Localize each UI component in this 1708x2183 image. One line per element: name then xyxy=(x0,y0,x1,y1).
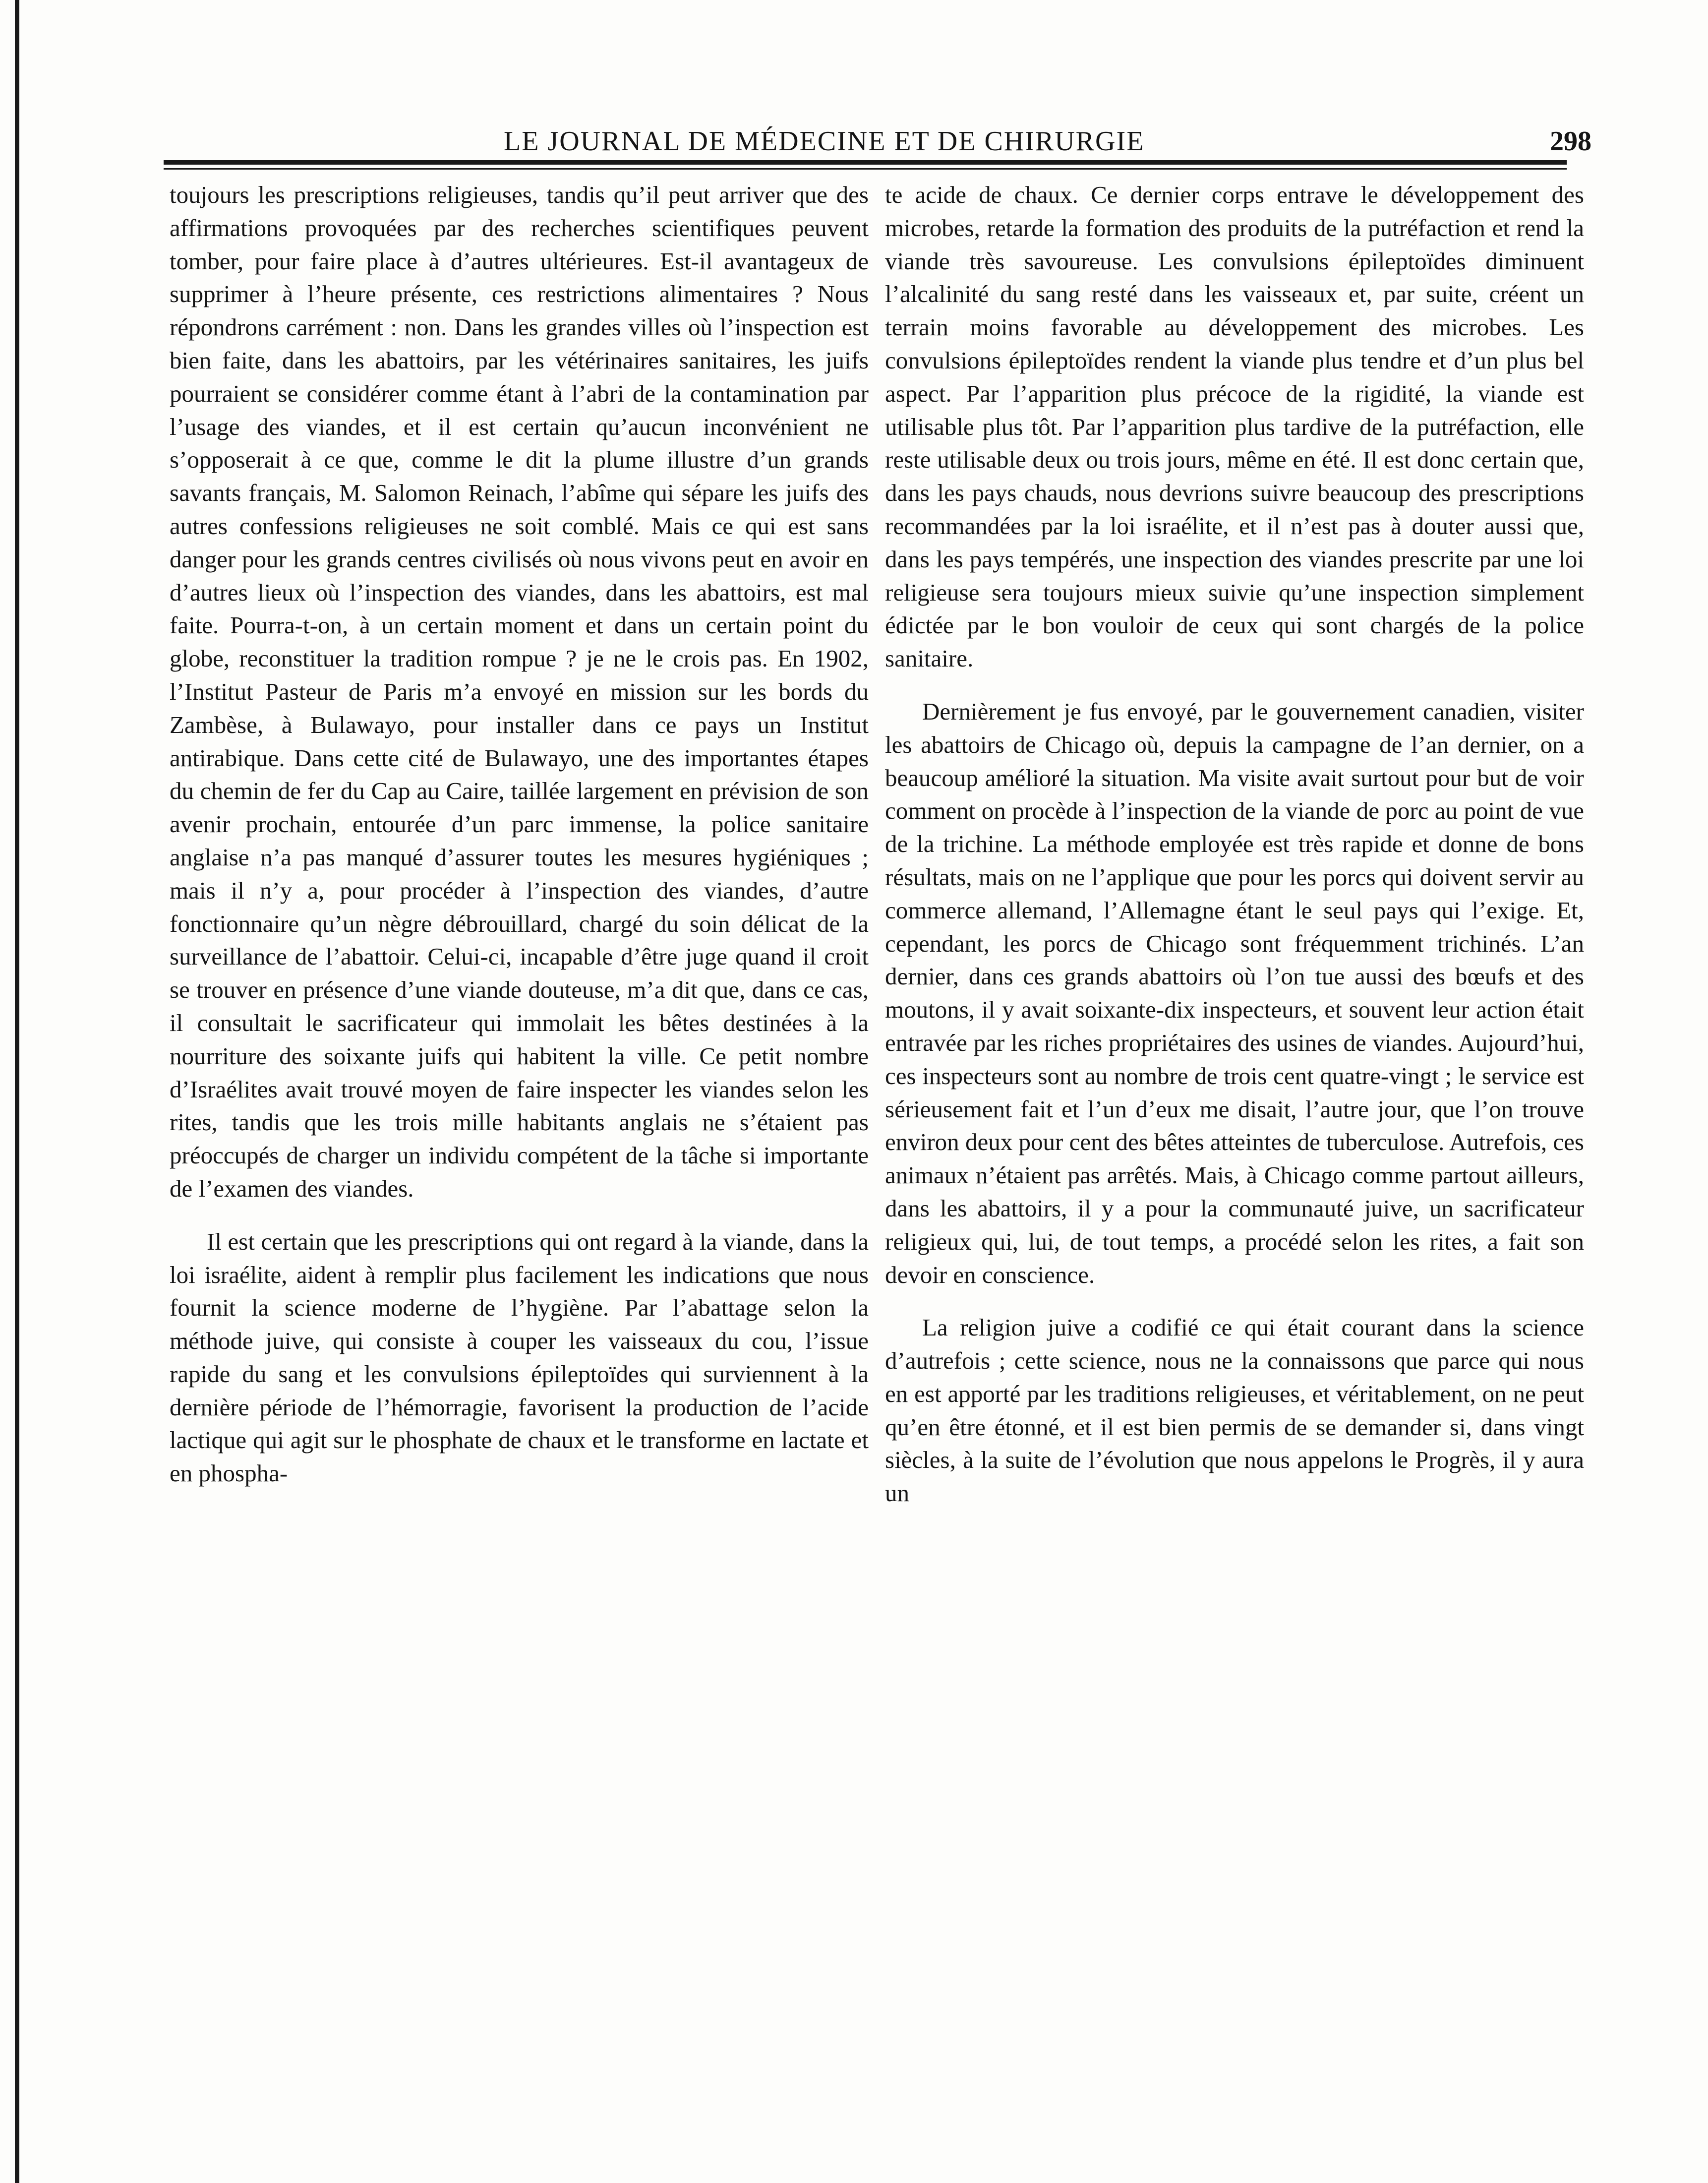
paragraph: toujours les prescriptions religieuses, tandis qu’il peut arriver que des affirmations provoquées par des recherches scientifiques peuvent tomber, pour faire place à d’autres ultérieures. Est-il avantageux de supprimer à l’heure présente, ces restrictions alimentaires ? Nous répondrons carrément : non. Dans les grandes villes où l’inspection est bien faite, dans les abattoirs, par les vétérinaires sanitaires, les juifs pourraient se considérer comme étant à l’abri de la contamination par l’usage des viandes, et il est certain qu’aucun inconvénient ne s’opposerait à ce que, comme le dit la plume illustre d’un grands savants français, M. Salomon Reinach, l’abîme qui sépare les juifs des autres confessions religieuses ne soit comblé. Mais ce qui est sans danger pour les grands centres civilisés où nous vivons peut en avoir en d’autres lieux où l’inspection des viandes, dans les abattoirs, est mal faite. Pourra-t-on, à un certain moment et dans un certain point du globe, reconstituer la tradition rompue ? je ne le crois pas. En 1902, l’Institut Pasteur de Paris m’a envoyé en mission sur les bords du Zambèse, à Bulawayo, pour installer dans ce pays un Institut antirabique. Dans cette cité de Bulawayo, une des importantes étapes du chemin de fer du Cap au Caire, taillée largement en prévision de son avenir prochain, entourée d’un parc immense, la police sanitaire anglaise n’a pas manqué d’assurer toutes les mesures hygiéniques ; mais il n’y a, pour procéder à l’inspection des viandes, d’autre fonctionnaire qu’un nègre débrouillard, chargé du soin délicat de la surveillance de l’abattoir. Celui-ci, incapable d’être juge quand il croit se trouver en présence d’une viande douteuse, m’a dit que, dans ce cas, il consultait le sacrificateur qui immolait les bêtes destinées à la nourriture des soixante juifs qui habitent la ville. Ce petit nombre d’Israélites avait trouvé moyen de faire inspecter les viandes selon les rites, tandis que les trois mille habitants anglais ne s’étaient pas préoccupés de charger un individu compétent de la tâche si importante de l’examen des viandes. xyxy=(170,181,869,1202)
header-rule-secondary xyxy=(164,168,1567,170)
paragraph: Dernièrement je fus envoyé, par le gouvernement canadien, visiter les abattoirs de Chicago où, depuis la campagne de l’an dernier, on a beaucoup amélioré la situation. Ma visite avait surtout pour but de voir comment on procède à l’inspection de la viande de porc au point de vue de la trichine. La méthode employée est très rapide et donne de bons résultats, mais on ne l’applique que pour les porcs qui doivent servir au commerce allemand, l’Allemagne étant le seul pays qui l’exige. Et, cependant, les porcs de Chicago sont fréquemment trichinés. L’an dernier, dans ces grands abattoirs où l’on tue aussi des bœufs et des moutons, il y avait soixante-dix inspecteurs, et souvent leur action était entravée par les riches propriétaires des usines de viandes. Aujourd’hui, ces inspecteurs sont au nombre de trois cent quatre-vingt ; le service est sérieusement fait et l’un d’eux me disait, l’autre jour, que l’on trouve environ deux pour cent des bêtes atteintes de tuberculose. Autrefois, ces animaux n’étaient pas arrêtés. Mais, à Chicago comme partout ailleurs, dans les abattoirs, il y a pour la communauté juive, un sacrificateur religieux qui, lui, de tout temps, a procédé selon les rites, a fait son devoir en conscience. xyxy=(885,697,1584,1288)
left-column xyxy=(170,179,869,1490)
header-rule xyxy=(164,160,1567,165)
right-column xyxy=(885,179,1584,1510)
page-number: 298 xyxy=(1550,126,1591,157)
running-title: LE JOURNAL DE MÉDECINE ET DE CHIRURGIE xyxy=(504,126,1145,157)
paragraph: Il est certain que les prescriptions qui ont regard à la viande, dans la loi israélite, aident à remplir plus facilement les indications que nous fournit la science moderne de l’hygiène. Par l’abattage selon la méthode juive, qui consiste à couper les vaisseaux du cou, l’issue rapide du sang et les convulsions épileptoïdes qui surviennent à la dernière période de l’hémorragie, favorisent la production de l’acide lactique qui agit sur le phosphate de chaux et le transforme en lactate et en phospha- xyxy=(170,1227,869,1487)
paragraph: La religion juive a codifié ce qui était courant dans la science d’autrefois ; cette science, nous ne la connaissons que parce qui nous en est apporté par les traditions religieuses, et véritablement, on ne peut qu’en être étonné, et il est bien permis de se demander si, dans vingt siècles, à la suite de l’évolution que nous appelons le Progrès, il y aura un xyxy=(885,1314,1584,1507)
paragraph: te acide de chaux. Ce dernier corps entrave le développement des microbes, retarde la formation des produits de la putréfaction et rend la viande très savoureuse. Les convulsions épileptoïdes diminuent l’alcalinité du sang resté dans les vaisseaux et, par suite, créent un terrain moins favorable au développement des microbes. Les convulsions épileptoïdes rendent la viande plus tendre et d’un plus bel aspect. Par l’apparition plus précoce de la rigidité, la viande est utilisable plus tôt. Par l’apparition plus tardive de la putréfaction, elle reste utilisable deux ou trois jours, même en été. Il est donc certain que, dans les pays chauds, nous devrions suivre beaucoup des prescriptions recommandées par la loi israélite, et il n’est pas à douter aussi que, dans les pays tempérés, une inspection des viandes prescrite par une loi religieuse sera toujours mieux suivie qu’une inspection simplement édictée par le bon vouloir de ceux qui sont chargés de la police sanitaire. xyxy=(885,181,1584,672)
page-header xyxy=(164,124,1591,159)
binding-line xyxy=(15,0,19,2183)
